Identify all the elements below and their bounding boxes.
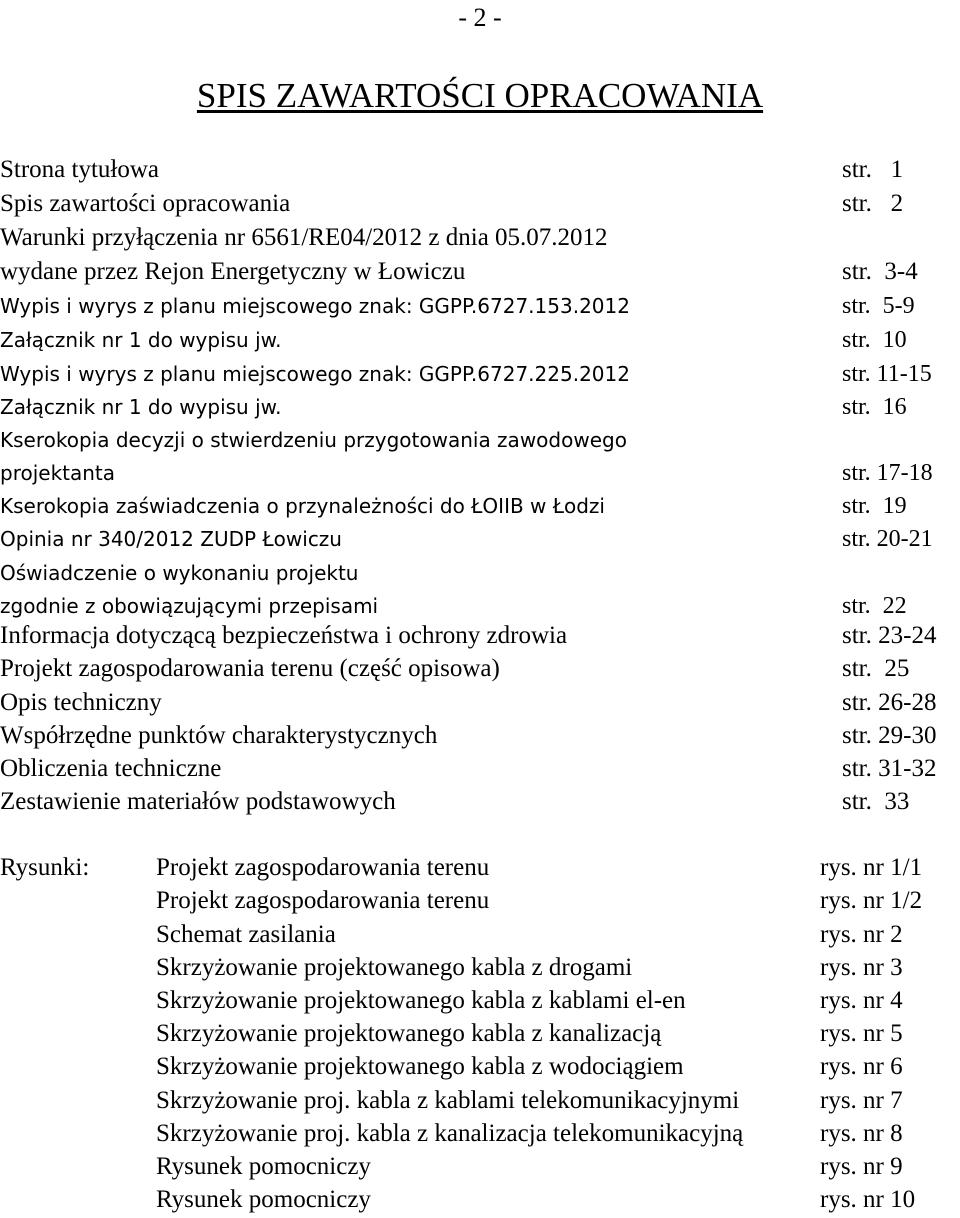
- toc-item-label: zgodnie z obowiązującymi przepisami: [0, 594, 379, 618]
- toc-row: [0, 785, 960, 819]
- toc-row: [0, 187, 960, 221]
- toc-row: [0, 221, 960, 255]
- toc-item-label: Spis zawartości opracowania: [0, 190, 291, 217]
- toc-item-label: Kserokopia decyzji o stwierdzeniu przygotowania zawodowego: [0, 428, 627, 452]
- toc-item-label: Obliczenia techniczne: [0, 755, 222, 782]
- toc-row: [0, 752, 960, 786]
- page-title: SPIS ZAWARTOŚCI OPRACOWANIA: [196, 76, 764, 115]
- drawing-number: rys. nr 1/1: [820, 854, 923, 881]
- drawing-label: Projekt zagospodarowania terenu: [156, 887, 490, 914]
- toc-row: [0, 489, 960, 523]
- drawing-row: [156, 884, 960, 918]
- toc-item-label: Wypis i wyrys z planu miejscowego znak: GGPP.6727.153.2012: [0, 294, 630, 318]
- drawing-number: rys. nr 4: [820, 987, 903, 1014]
- toc-item-label: Opinia nr 340/2012 ZUDP Łowiczu: [0, 527, 342, 551]
- drawing-label: Skrzyżowanie projektowanego kabla z drogami: [156, 954, 633, 981]
- drawing-label: Rysunek pomocniczy: [156, 1153, 371, 1180]
- drawing-number: rys. nr 1/2: [820, 887, 923, 914]
- drawing-number: rys. nr 6: [820, 1053, 903, 1080]
- toc-row: [0, 323, 960, 357]
- toc-row: [0, 289, 960, 323]
- toc-item-page: str. 26-28: [842, 689, 937, 716]
- drawing-label: Skrzyżowanie proj. kabla z kablami telekomunikacyjnymi: [156, 1087, 740, 1114]
- drawing-number: rys. nr 8: [820, 1120, 903, 1147]
- toc-item-label: Zestawienie materiałów podstawowych: [0, 788, 396, 815]
- drawing-row: [156, 951, 960, 985]
- toc-item-page: str. 5-9: [842, 293, 915, 319]
- toc-item-label: projektanta: [0, 461, 116, 485]
- drawing-row: [156, 1150, 960, 1184]
- toc-item-page: str. 16: [842, 394, 907, 420]
- toc-row: [0, 357, 960, 391]
- toc-item-page: str. 20-21: [842, 526, 933, 552]
- toc-row: [0, 423, 960, 457]
- toc-item-label: Warunki przyłączenia nr 6561/RE04/2012 z dnia 05.07.2012: [0, 224, 608, 251]
- page-number: - 2 -: [458, 3, 502, 32]
- toc-row: [0, 652, 960, 686]
- toc-item-label: wydane przez Rejon Energetyczny w Łowiczu: [0, 258, 466, 285]
- drawing-label: Skrzyżowanie projektowanego kabla z kablami el-en: [156, 987, 686, 1014]
- drawing-number: rys. nr 10: [820, 1186, 916, 1213]
- toc-item-label: Współrzędne punktów charakterystycznych: [0, 722, 438, 749]
- toc-row: [0, 589, 960, 623]
- drawing-number: rys. nr 3: [820, 954, 903, 981]
- toc-item-label: Wypis i wyrys z planu miejscowego znak: GGPP.6727.225.2012: [0, 362, 630, 386]
- toc-item-label: Oświadczenie o wykonaniu projektu: [0, 561, 359, 585]
- drawing-label: Schemat zasilania: [156, 921, 336, 948]
- toc-item-label: Informacja dotyczącą bezpieczeństwa i ochrony zdrowia: [0, 622, 568, 649]
- drawing-row: [156, 1117, 960, 1151]
- toc-item-page: str. 23-24: [842, 622, 937, 649]
- toc-row: [0, 522, 960, 556]
- toc-row: [0, 686, 960, 720]
- toc-item-label: Załącznik nr 1 do wypisu jw.: [0, 328, 282, 352]
- drawing-row: [156, 1183, 960, 1217]
- toc-item-page: str. 2: [842, 190, 904, 217]
- toc-row: [0, 153, 960, 187]
- toc-item-label: Strona tytułowa: [0, 156, 160, 183]
- toc-item-page: str. 33: [842, 788, 910, 815]
- toc-row: [0, 456, 960, 490]
- toc-item-page: str. 31-32: [842, 755, 937, 782]
- toc-item-page: str. 3-4: [842, 258, 918, 285]
- drawing-row: [156, 851, 960, 885]
- drawing-label: Projekt zagospodarowania terenu: [156, 854, 490, 881]
- drawing-row: [156, 984, 960, 1018]
- drawing-label: Rysunek pomocniczy: [156, 1186, 371, 1213]
- toc-item-page: str. 11-15: [842, 361, 932, 387]
- drawings-heading: Rysunki:: [0, 854, 90, 881]
- drawing-number: rys. nr 5: [820, 1020, 903, 1047]
- toc-item-page: str. 10: [842, 327, 907, 353]
- drawing-label: Skrzyżowanie projektowanego kabla z wodociągiem: [156, 1053, 684, 1080]
- toc-item-page: str. 25: [842, 655, 910, 682]
- toc-item-label: Kserokopia zaświadczenia o przynależności do ŁOIIB w Łodzi: [0, 494, 605, 518]
- drawing-row: [156, 1084, 960, 1118]
- toc-item-page: str. 29-30: [842, 722, 937, 749]
- drawing-row: [156, 918, 960, 952]
- drawing-number: rys. nr 2: [820, 921, 903, 948]
- toc-row: [0, 556, 960, 590]
- drawing-row: [156, 1050, 960, 1084]
- toc-row: [0, 390, 960, 424]
- toc-item-page: str. 17-18: [842, 460, 933, 486]
- drawing-label: Skrzyżowanie proj. kabla z kanalizacja telekomunikacyjną: [156, 1120, 744, 1147]
- toc-item-page: str. 22: [842, 593, 907, 619]
- toc-item-page: str. 1: [842, 156, 904, 183]
- drawing-number: rys. nr 7: [820, 1087, 903, 1114]
- toc-row: [0, 619, 960, 653]
- toc-item-page: str. 19: [842, 493, 907, 519]
- toc-item-label: Opis techniczny: [0, 689, 162, 716]
- toc-item-label: Projekt zagospodarowania terenu (część opisowa): [0, 655, 500, 682]
- drawing-row: [156, 1017, 960, 1051]
- drawing-label: Skrzyżowanie projektowanego kabla z kanalizacją: [156, 1020, 662, 1047]
- toc-row: [0, 719, 960, 753]
- toc-row: [0, 255, 960, 289]
- toc-item-label: Załącznik nr 1 do wypisu jw.: [0, 395, 282, 419]
- drawing-number: rys. nr 9: [820, 1153, 903, 1180]
